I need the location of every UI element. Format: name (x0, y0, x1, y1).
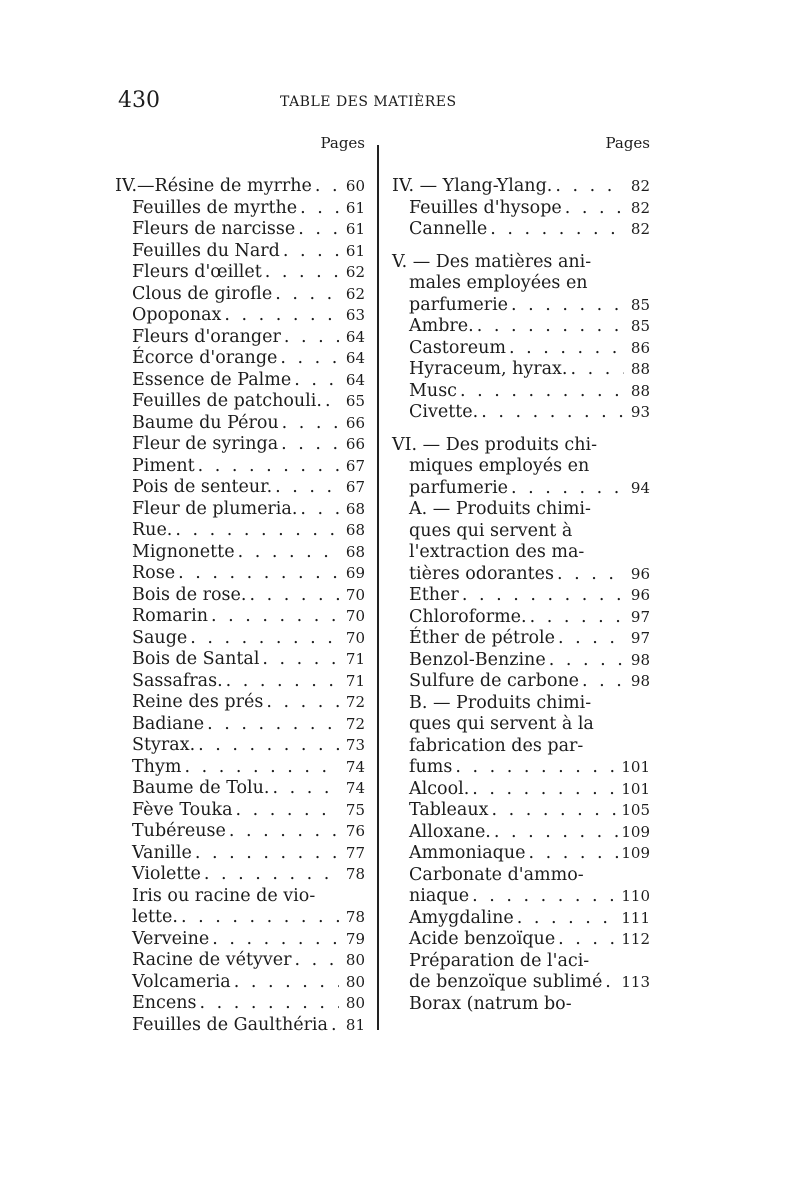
toc-entry (115, 950, 365, 972)
toc-entry-page: 96 (630, 586, 650, 604)
dot-leader (209, 929, 339, 951)
toc-entry-label: tières odorantes (409, 563, 554, 584)
toc-entry (392, 757, 650, 779)
dot-leader (297, 198, 339, 220)
toc-entry-label: Mignonette (132, 541, 235, 562)
toc-entry-label: Tableaux (409, 800, 489, 820)
toc-entry (392, 435, 650, 457)
toc-entry-label: de benzoïque sublimé (409, 972, 603, 992)
toc-entry (115, 219, 365, 241)
toc-entry-list (115, 176, 365, 1036)
toc-entry (115, 886, 365, 908)
dot-leader (328, 1015, 339, 1037)
toc-entry (392, 736, 650, 758)
toc-entry-page: 72 (345, 714, 365, 733)
toc-entry-page: 71 (345, 671, 365, 690)
section-gap (392, 424, 650, 435)
toc-entry-page: 82 (630, 177, 650, 195)
toc-left-column (115, 130, 365, 1036)
toc-entry-page: 75 (345, 800, 365, 819)
toc-entry (115, 735, 365, 757)
toc-entry-page: 94 (630, 478, 650, 497)
toc-entry-label: Castoreum (409, 337, 506, 358)
dot-leader (506, 338, 624, 360)
toc-entry-label: Borax (natrum bo- (409, 993, 572, 1014)
dot-leader (291, 370, 339, 392)
toc-entry-label: Reine des prés (132, 692, 264, 712)
toc-entry (392, 800, 650, 822)
toc-entry (115, 692, 365, 714)
dot-leader (221, 305, 339, 327)
toc-entry (115, 993, 365, 1015)
toc-entry-page: 74 (345, 779, 365, 797)
dot-leader (514, 908, 622, 930)
toc-entry-page: 68 (345, 499, 365, 518)
toc-entry-label: ques qui servent à la (409, 714, 594, 734)
toc-entry (392, 295, 650, 317)
toc-entry-page: 65 (345, 392, 365, 410)
toc-entry-label: Civette. (409, 402, 479, 422)
toc-entry (392, 585, 650, 607)
dot-leader (192, 843, 339, 865)
toc-entry-label: Verveine (132, 928, 210, 949)
dot-leader (259, 649, 339, 671)
dot-leader (196, 993, 339, 1015)
dot-leader (555, 628, 624, 650)
toc-entry (392, 381, 650, 403)
toc-entry (115, 649, 365, 671)
dot-leader (195, 735, 339, 757)
toc-entry-label: niaque (409, 886, 470, 906)
dot-leader (487, 219, 624, 241)
toc-entry-page: 112 (621, 930, 650, 948)
toc-entry (392, 929, 650, 951)
toc-entry-label: Alcool. (409, 778, 470, 799)
dot-leader (204, 714, 339, 736)
toc-entry-page: 85 (630, 295, 650, 314)
toc-entry-page: 109 (621, 822, 650, 841)
dot-leader (297, 499, 339, 521)
toc-entry-label: Éther de pétrole (409, 628, 555, 648)
toc-entry-label: Violette (132, 864, 201, 884)
toc-entry-label: Préparation de l'aci- (409, 950, 590, 971)
toc-entry-page: 62 (345, 284, 365, 303)
dot-leader (488, 800, 621, 822)
toc-entry-page: 60 (345, 177, 365, 195)
dot-leader (322, 391, 339, 413)
toc-entry-page: 110 (621, 887, 650, 905)
toc-entry-label: Cannelle (409, 219, 488, 239)
dot-leader (457, 381, 624, 403)
toc-entry (115, 778, 365, 800)
toc-entry (392, 316, 650, 338)
dot-leader (602, 972, 621, 994)
toc-entry (392, 994, 650, 1016)
toc-entry-page: 81 (345, 1015, 365, 1034)
toc-entry-page: 69 (345, 564, 365, 582)
toc-entry-label: Benzol-Benzine (409, 649, 546, 670)
toc-entry-page: 70 (345, 607, 365, 625)
toc-entry-label: A. — Produits chimi- (409, 499, 591, 519)
pages-column-label: Pages (320, 134, 365, 152)
toc-entry (115, 972, 365, 994)
pages-column-label: Pages (605, 134, 650, 152)
toc-entry-label: Écorce d'orange (132, 348, 278, 368)
toc-entry-label: Tubéreuse (132, 821, 226, 841)
dot-leader (195, 456, 339, 478)
toc-entry (392, 478, 650, 500)
toc-entry (392, 273, 650, 295)
toc-entry (392, 779, 650, 801)
toc-entry-page: 79 (345, 929, 365, 948)
toc-entry-label: V. — Des matières ani- (392, 251, 592, 272)
toc-entry-page: 86 (630, 338, 650, 357)
dot-leader (277, 348, 339, 370)
toc-entry (115, 671, 365, 693)
dot-leader (567, 359, 624, 381)
dot-leader (555, 929, 621, 951)
toc-entry-label: parfumerie (409, 477, 509, 498)
toc-entry-label: Racine de vétyver (132, 950, 292, 970)
toc-entry (115, 241, 365, 263)
toc-entry-label: Sauge (132, 627, 188, 648)
dot-leader (459, 585, 624, 607)
toc-entry-label: Iris ou racine de vio- (132, 885, 316, 906)
dot-leader (554, 564, 624, 586)
toc-entry-label: Romarin (132, 606, 208, 626)
toc-entry-page: 68 (345, 542, 365, 561)
toc-entry (115, 1015, 365, 1037)
toc-entry (115, 499, 365, 521)
dot-leader (172, 520, 339, 542)
toc-entry (392, 886, 650, 908)
toc-entry (115, 370, 365, 392)
toc-entry-label: fabrication des par- (409, 735, 584, 756)
toc-entry-label: ques qui servent à (409, 520, 573, 541)
toc-entry-page: 113 (621, 973, 650, 991)
dot-leader (263, 692, 339, 714)
dot-leader (312, 176, 339, 198)
dot-leader (226, 821, 339, 843)
dot-leader (223, 671, 339, 693)
toc-entry-page: 82 (630, 220, 650, 238)
toc-entry-page: 98 (630, 650, 650, 669)
dot-leader (579, 671, 624, 693)
toc-entry-page: 85 (630, 317, 650, 335)
toc-entry (115, 929, 365, 951)
toc-entry (392, 542, 650, 564)
toc-entry-page: 101 (621, 758, 650, 776)
toc-entry-page: 96 (630, 564, 650, 583)
toc-entry-label: Fleur de plumeria. (132, 498, 298, 519)
toc-entry-label: VI. — Des produits chi- (392, 434, 598, 455)
toc-entry (115, 542, 365, 564)
dot-leader (546, 650, 624, 672)
toc-entry-label: Ambre. (409, 316, 474, 336)
toc-entry-page: 68 (345, 521, 365, 539)
toc-entry-label: miques employés en (409, 456, 590, 476)
toc-entry-page: 105 (621, 801, 650, 819)
toc-entry-page: 80 (345, 994, 365, 1012)
toc-entry-label: Badiane (132, 713, 205, 734)
toc-entry (392, 607, 650, 629)
toc-entry-page: 67 (345, 456, 365, 475)
toc-entry-label: Feuilles d'hysope (409, 197, 562, 218)
dot-leader (233, 800, 339, 822)
toc-entry-page: 74 (345, 757, 365, 776)
dot-leader (452, 757, 621, 779)
toc-entry-label: Baume de Tolu. (132, 778, 270, 798)
toc-entry-label: Chloroforme. (409, 606, 527, 627)
dot-leader (478, 402, 624, 424)
toc-entry (392, 628, 650, 650)
toc-entry-label: Rue. (132, 520, 173, 540)
toc-entry (115, 413, 365, 435)
toc-entry-label: IV.—Résine de myrrhe (115, 176, 312, 196)
section-gap (392, 241, 650, 252)
toc-entry-label: Volcameria (132, 971, 231, 992)
toc-entry (115, 585, 365, 607)
toc-entry-page: 77 (345, 843, 365, 862)
toc-entry-page: 88 (630, 360, 650, 378)
toc-entry-page: 78 (345, 865, 365, 883)
toc-entry (392, 338, 650, 360)
toc-entry-label: Styrax. (132, 735, 196, 755)
toc-entry-label: Piment (132, 455, 195, 476)
toc-entry (115, 305, 365, 327)
dot-leader (246, 585, 339, 607)
toc-entry-label: Clous de girofle (132, 283, 273, 304)
toc-entry-page: 78 (345, 908, 365, 926)
toc-entry-label: Feuilles du Nard (132, 240, 280, 261)
toc-entry-label: Essence de Palme (132, 369, 292, 390)
toc-entry (115, 477, 365, 499)
toc-entry (392, 521, 650, 543)
toc-entry-label: Alloxane. (409, 821, 491, 842)
toc-entry-page: 109 (621, 844, 650, 862)
toc-entry (115, 198, 365, 220)
toc-entry (392, 359, 650, 381)
toc-entry-page: 70 (345, 585, 365, 604)
dot-leader (178, 907, 339, 929)
dot-leader (278, 434, 339, 456)
toc-entry-page: 97 (630, 629, 650, 647)
dot-leader (280, 241, 339, 263)
toc-entry (115, 456, 365, 478)
toc-entry-page: 61 (345, 241, 365, 260)
toc-entry-label: Baume du Pérou (132, 412, 279, 433)
toc-entry-label: Acide benzoïque (409, 929, 556, 949)
toc-entry-label: Sassafras. (132, 670, 223, 691)
toc-entry (115, 434, 365, 456)
dot-leader (208, 606, 339, 628)
toc-entry (115, 821, 365, 843)
dot-leader (526, 843, 622, 865)
toc-entry (392, 198, 650, 220)
dot-leader (262, 262, 339, 284)
toc-entry (115, 176, 365, 198)
dot-leader (175, 563, 339, 585)
toc-entry (392, 671, 650, 693)
toc-entry-label: Feuilles de patchouli. (132, 391, 322, 411)
toc-entry-label: Carbonate d'ammo- (409, 864, 584, 885)
dot-leader (272, 284, 339, 306)
toc-entry-page: 82 (630, 198, 650, 217)
toc-entry (392, 951, 650, 973)
toc-entry (392, 693, 650, 715)
toc-entry-page: 61 (345, 220, 365, 238)
dot-leader (187, 628, 339, 650)
toc-entry (392, 843, 650, 865)
toc-entry (392, 456, 650, 478)
toc-entry-label: Feuilles de myrthe (132, 197, 298, 218)
toc-entry-label: Ammoniaque (409, 843, 526, 863)
toc-entry (392, 402, 650, 424)
toc-entry-page: 88 (630, 381, 650, 400)
dot-leader (491, 822, 621, 844)
dot-leader (292, 950, 340, 972)
toc-entry (392, 650, 650, 672)
toc-entry-label: Fleurs d'œillet (132, 262, 262, 282)
toc-entry-page: 73 (345, 736, 365, 754)
toc-entry-label: B. — Produits chimi- (409, 692, 592, 713)
toc-entry-page: 72 (345, 693, 365, 711)
toc-entry (392, 865, 650, 887)
toc-entry (392, 252, 650, 274)
dot-leader (281, 327, 339, 349)
toc-entry (115, 563, 365, 585)
dot-leader (552, 176, 624, 198)
column-divider (377, 145, 379, 1030)
toc-entry (392, 564, 650, 586)
toc-entry-page: 97 (630, 607, 650, 626)
page-number: 430 (118, 88, 160, 113)
toc-entry-label: Fleurs de narcisse (132, 219, 296, 239)
toc-entry-label: Opoponax (132, 305, 222, 325)
toc-entry-page: 66 (345, 413, 365, 432)
dot-leader (231, 972, 339, 994)
toc-entry-page: 64 (345, 327, 365, 346)
toc-entry-label: Rose (132, 563, 176, 583)
toc-entry (115, 520, 365, 542)
toc-entry-page: 64 (345, 349, 365, 367)
toc-entry-label: Encens (132, 993, 197, 1013)
toc-entry-page: 63 (345, 306, 365, 324)
toc-entry-label: Feuilles de Gaulthéria (132, 1014, 328, 1035)
toc-entry (392, 908, 650, 930)
toc-entry-label: Bois de Santal (132, 649, 260, 669)
toc-entry (392, 219, 650, 241)
toc-entry-page: 71 (345, 650, 365, 668)
toc-entry-label: parfumerie (409, 294, 509, 315)
toc-entry-label: l'extraction des ma- (409, 542, 585, 562)
toc-entry-page: 70 (345, 628, 365, 647)
dot-leader (295, 219, 339, 241)
toc-entry-label: Fleur de syringa (132, 434, 279, 454)
toc-entry-label: males employées en (409, 273, 588, 293)
dot-leader (469, 779, 621, 801)
toc-entry-page: 80 (345, 972, 365, 991)
toc-entry-label: lette. (132, 907, 178, 927)
toc-entry-label: Musc (409, 380, 457, 401)
toc-entry-label: Bois de rose. (132, 584, 247, 605)
running-title: TABLE DES MATIÈRES (280, 94, 457, 110)
toc-entry-page: 101 (621, 779, 650, 798)
toc-entry (115, 714, 365, 736)
toc-entry (115, 907, 365, 929)
toc-entry-page: 111 (621, 908, 650, 927)
toc-entry (115, 348, 365, 370)
toc-entry (115, 262, 365, 284)
toc-entry-label: IV. — Ylang-Ylang. (392, 176, 553, 196)
dot-leader (469, 886, 621, 908)
toc-entry (115, 864, 365, 886)
toc-entry-label: Amygdaline (409, 907, 514, 928)
toc-entry (115, 757, 365, 779)
dot-leader (272, 477, 339, 499)
toc-entry-label: Sulfure de carbone (409, 671, 579, 691)
toc-entry (392, 822, 650, 844)
toc-entry (392, 499, 650, 521)
toc-entry-page: 76 (345, 822, 365, 840)
dot-leader (235, 542, 339, 564)
toc-entry-label: fums (409, 757, 453, 777)
toc-entry-label: Pois de senteur. (132, 477, 273, 497)
toc-entry-page: 62 (345, 263, 365, 281)
dot-leader (269, 778, 339, 800)
toc-entry-page: 98 (630, 672, 650, 690)
toc-entry-page: 67 (345, 478, 365, 496)
dot-leader (508, 295, 624, 317)
toc-entry-page: 80 (345, 951, 365, 969)
toc-entry-page: 66 (345, 435, 365, 453)
toc-entry-label: Thym (132, 756, 182, 777)
toc-entry-page: 64 (345, 370, 365, 389)
dot-leader (181, 757, 339, 779)
dot-leader (279, 413, 339, 435)
dot-leader (527, 607, 624, 629)
toc-entry-label: Hyraceum, hyrax. (409, 359, 568, 379)
toc-entry (115, 800, 365, 822)
toc-entry (392, 714, 650, 736)
dot-leader (474, 316, 624, 338)
toc-entry (115, 843, 365, 865)
toc-entry-label: Fève Touka (132, 799, 233, 820)
toc-entry (115, 284, 365, 306)
toc-entry-label: Fleurs d'oranger (132, 326, 281, 347)
toc-entry-label: Vanille (132, 842, 192, 863)
dot-leader (508, 478, 624, 500)
toc-entry (115, 327, 365, 349)
toc-right-column (392, 130, 650, 1015)
toc-entry-page: 61 (345, 198, 365, 217)
toc-entry-page: 93 (630, 403, 650, 421)
toc-entry (115, 606, 365, 628)
toc-entry (115, 391, 365, 413)
dot-leader (562, 198, 624, 220)
toc-entry-label: Ether (409, 585, 459, 605)
dot-leader (201, 864, 339, 886)
toc-entry (392, 972, 650, 994)
toc-entry (115, 628, 365, 650)
toc-entry (392, 176, 650, 198)
toc-entry-list (392, 176, 650, 1015)
